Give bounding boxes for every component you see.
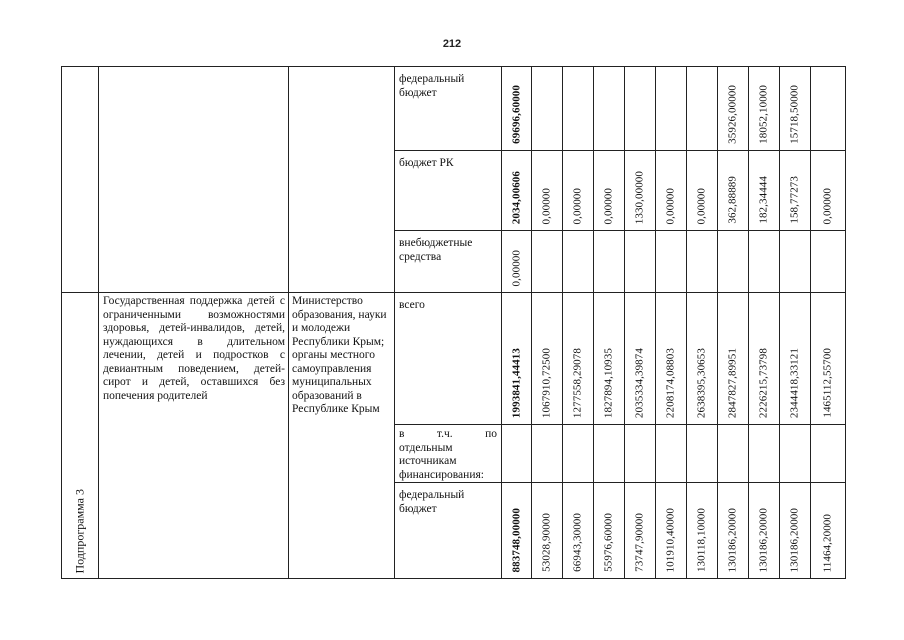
total-cell bbox=[502, 293, 532, 425]
year-cell bbox=[718, 293, 749, 425]
year-cell bbox=[532, 67, 563, 151]
year-cell bbox=[687, 231, 718, 293]
year-cell bbox=[625, 151, 656, 231]
total-value: 2034,00606 bbox=[509, 170, 522, 224]
responsible-agency: Министерство образования, науки и молодежи Республики Крым; органы местного самоуправления муниципальных образований в Республике Крым bbox=[289, 293, 395, 579]
total-cell bbox=[502, 67, 532, 151]
year-cell bbox=[594, 483, 625, 579]
year-cell bbox=[656, 483, 687, 579]
year-cell bbox=[532, 231, 563, 293]
year-value: 2035334,39874 bbox=[633, 347, 646, 418]
year-value: 2226215,73798 bbox=[757, 347, 770, 418]
year-cell bbox=[625, 67, 656, 151]
year-cell bbox=[656, 425, 687, 483]
incl-word: по bbox=[485, 428, 497, 440]
year-cell bbox=[749, 425, 780, 483]
year-cell bbox=[532, 483, 563, 579]
year-cell bbox=[780, 67, 811, 151]
year-cell bbox=[563, 231, 594, 293]
year-value: 130186,20000 bbox=[726, 507, 739, 572]
source-label: федеральный бюджет bbox=[395, 483, 502, 579]
year-value: 2638395,30653 bbox=[695, 347, 708, 418]
year-value: 0,00000 bbox=[821, 187, 834, 224]
year-cell bbox=[687, 67, 718, 151]
year-cell bbox=[749, 293, 780, 425]
subprogram-cell bbox=[62, 293, 99, 579]
year-value: 1277558,29078 bbox=[571, 347, 584, 418]
year-value: 0,00000 bbox=[540, 187, 553, 224]
year-value: 0,00000 bbox=[664, 187, 677, 224]
subprogram-description: Государственная поддержка детей с ограниченными возможностями здоровья, детей-инвалидов, детей, нуждающихся в длительном лечении, детей и подростков с девиантным поведением, детей-сирот и детей, оставшихся без попечения родителей bbox=[99, 293, 289, 579]
year-cell bbox=[780, 231, 811, 293]
year-cell bbox=[811, 483, 846, 579]
program-cell-top bbox=[62, 67, 99, 293]
incl-line: финансирования: bbox=[399, 468, 484, 481]
year-cell bbox=[780, 151, 811, 231]
year-cell bbox=[532, 425, 563, 483]
total-value: 1993841,44413 bbox=[509, 347, 522, 418]
year-cell bbox=[811, 293, 846, 425]
year-cell bbox=[594, 425, 625, 483]
incl-line: отдельным bbox=[399, 441, 453, 454]
year-cell bbox=[656, 293, 687, 425]
incl-line: источникам bbox=[399, 455, 457, 467]
agency-cell-top bbox=[289, 67, 395, 293]
year-cell bbox=[594, 231, 625, 293]
year-value: 1465112,55700 bbox=[821, 348, 834, 418]
incl-word: т.ч. bbox=[436, 428, 453, 440]
year-cell bbox=[563, 425, 594, 483]
year-cell bbox=[563, 293, 594, 425]
year-value: 66943,30000 bbox=[571, 513, 584, 572]
year-value: 35926,00000 bbox=[726, 85, 739, 144]
year-cell bbox=[625, 425, 656, 483]
year-cell bbox=[718, 151, 749, 231]
description-cell-top bbox=[99, 67, 289, 293]
funding-table bbox=[61, 66, 846, 579]
year-value: 2344418,33121 bbox=[788, 347, 801, 418]
year-cell bbox=[780, 425, 811, 483]
year-cell bbox=[687, 425, 718, 483]
total-value: 69696,60000 bbox=[509, 85, 522, 144]
year-value: 11464,20000 bbox=[821, 513, 834, 572]
source-label: всего bbox=[395, 293, 502, 425]
year-cell bbox=[625, 293, 656, 425]
year-cell bbox=[780, 483, 811, 579]
incl-word: в bbox=[399, 428, 405, 440]
year-cell bbox=[625, 231, 656, 293]
year-value: 2847827,89951 bbox=[726, 347, 739, 418]
year-value: 362,88889 bbox=[726, 176, 739, 224]
year-value: 15718,50000 bbox=[788, 85, 801, 144]
year-cell bbox=[718, 483, 749, 579]
year-value: 158,77273 bbox=[788, 176, 801, 224]
year-cell bbox=[532, 293, 563, 425]
year-cell bbox=[718, 67, 749, 151]
year-cell bbox=[656, 231, 687, 293]
year-value: 18052,10000 bbox=[757, 85, 770, 144]
total-cell bbox=[502, 151, 532, 231]
year-cell bbox=[687, 293, 718, 425]
year-value: 0,00000 bbox=[571, 187, 584, 224]
year-value: 2208174,08803 bbox=[664, 347, 677, 418]
table-row bbox=[62, 67, 846, 151]
table-row bbox=[62, 293, 846, 425]
year-cell bbox=[749, 67, 780, 151]
year-value: 0,00000 bbox=[695, 187, 708, 224]
year-cell bbox=[532, 151, 563, 231]
year-value: 1827894,10935 bbox=[602, 347, 615, 418]
page-number: 212 bbox=[442, 38, 462, 50]
year-cell bbox=[594, 293, 625, 425]
year-cell bbox=[656, 151, 687, 231]
year-cell bbox=[811, 425, 846, 483]
year-value: 1330,00000 bbox=[633, 170, 646, 224]
year-value: 101910,40000 bbox=[664, 507, 677, 572]
year-cell bbox=[749, 483, 780, 579]
year-value: 53028,90000 bbox=[540, 513, 553, 572]
year-cell bbox=[811, 67, 846, 151]
year-cell bbox=[749, 231, 780, 293]
source-label: внебюджетные средства bbox=[395, 231, 502, 293]
year-cell bbox=[563, 483, 594, 579]
year-cell bbox=[749, 151, 780, 231]
year-cell bbox=[563, 151, 594, 231]
year-cell bbox=[687, 483, 718, 579]
total-cell bbox=[502, 425, 532, 483]
year-cell bbox=[718, 425, 749, 483]
year-value: 73747,90000 bbox=[633, 513, 646, 572]
year-value: 130186,20000 bbox=[757, 507, 770, 572]
year-value: 55976,60000 bbox=[602, 513, 615, 572]
total-cell bbox=[502, 231, 532, 293]
total-value: 0,00000 bbox=[509, 249, 522, 286]
year-cell bbox=[718, 231, 749, 293]
year-value: 182,34444 bbox=[757, 176, 770, 224]
year-cell bbox=[594, 67, 625, 151]
year-cell bbox=[811, 151, 846, 231]
total-value: 883748,00000 bbox=[509, 507, 522, 572]
year-value: 1067910,72500 bbox=[540, 347, 553, 418]
year-value: 130186,20000 bbox=[788, 507, 801, 572]
incl-line bbox=[399, 428, 497, 442]
incl-label bbox=[395, 425, 502, 483]
year-value: 130118,10000 bbox=[695, 507, 708, 572]
year-cell bbox=[780, 293, 811, 425]
year-cell bbox=[594, 151, 625, 231]
year-cell bbox=[811, 231, 846, 293]
subprogram-title: Подпрограмма 3 bbox=[72, 489, 87, 574]
year-cell bbox=[687, 151, 718, 231]
source-label: федеральный бюджет bbox=[395, 67, 502, 151]
source-label: бюджет РК bbox=[395, 151, 502, 231]
year-cell bbox=[625, 483, 656, 579]
year-cell bbox=[656, 67, 687, 151]
year-cell bbox=[563, 67, 594, 151]
year-value: 0,00000 bbox=[602, 187, 615, 224]
total-cell bbox=[502, 483, 532, 579]
